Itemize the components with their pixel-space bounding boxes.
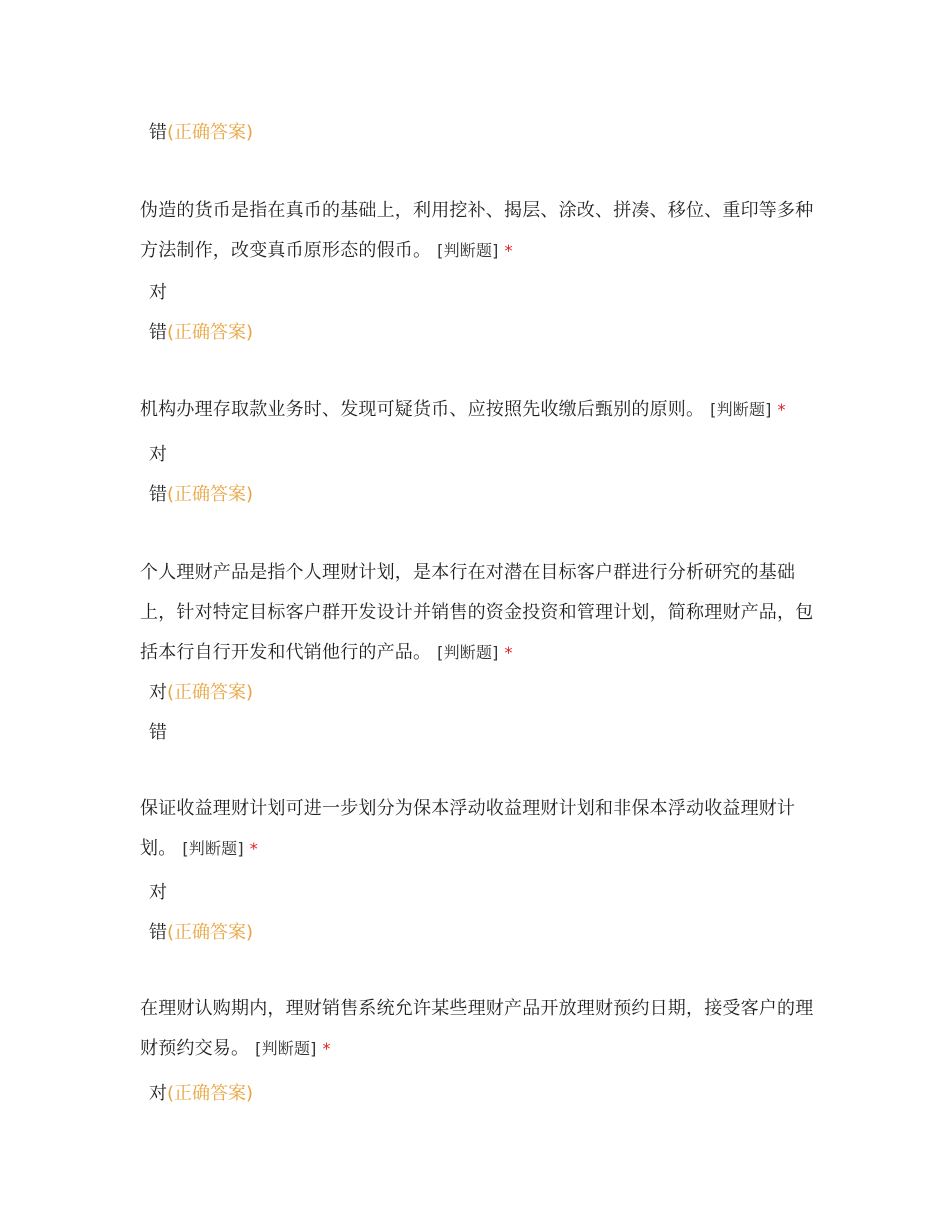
option-row[interactable] (149, 475, 253, 515)
question-text (140, 191, 820, 271)
correct-answer-marker: (正确答案) (167, 1083, 254, 1104)
option-row[interactable] (149, 713, 167, 753)
question-text (140, 553, 820, 673)
question-text (140, 989, 820, 1069)
question-stem: 伪造的货币是指在真币的基础上，利用挖补、揭层、涂改、拼凑、移位、重印等多种方法制作，改变真币原形态的假币。 (140, 200, 814, 261)
question-block-4 (140, 789, 820, 943)
option-label: 对 (149, 282, 167, 303)
option-label: 错 (149, 122, 167, 143)
question-type-tag: [判断题] (255, 1039, 317, 1058)
correct-answer-marker: (正确答案) (167, 322, 254, 343)
correct-answer-marker: (正确答案) (167, 484, 254, 505)
option-row[interactable] (149, 873, 167, 913)
required-star: * (504, 241, 513, 260)
question-type-tag: [判断题] (437, 241, 499, 260)
option-row[interactable] (149, 913, 253, 953)
question-block-5 (140, 989, 820, 1104)
question-block-3 (140, 553, 820, 743)
option-label: 错 (149, 922, 167, 943)
question-text (140, 789, 820, 869)
option-label: 对 (149, 444, 167, 465)
option-row[interactable] (149, 673, 253, 713)
question-stem: 机构办理存取款业务时、发现可疑货币、应按照先收缴后甄别的原则。 (140, 399, 705, 420)
question-text (140, 390, 820, 430)
required-star: * (777, 400, 786, 419)
question-stem: 保证收益理财计划可进一步划分为保本浮动收益理财计划和非保本浮动收益理财计划。 (140, 798, 796, 859)
option-label: 错 (149, 484, 167, 505)
question-stem: 在理财认购期内，理财销售系统允许某些理财产品开放理财预约日期，接受客户的理财预约交易。 (140, 998, 814, 1059)
correct-answer-marker: (正确答案) (167, 922, 254, 943)
question-type-tag: [判断题] (710, 400, 772, 419)
correct-answer-marker: (正确答案) (167, 682, 254, 703)
required-star: * (322, 1039, 331, 1058)
required-star: * (504, 643, 513, 662)
question-stem: 个人理财产品是指个人理财计划，是本行在对潜在目标客户群进行分析研究的基础上，针对特定目标客户群开发设计并销售的资金投资和管理计划，简称理财产品，包括本行自行开发和代销他行的产品。 (140, 562, 814, 663)
required-star: * (249, 839, 258, 858)
option-label: 对 (149, 682, 167, 703)
option-row[interactable] (149, 313, 253, 353)
option-row[interactable] (149, 1074, 253, 1114)
option-row[interactable] (149, 435, 167, 475)
option-row[interactable] (149, 273, 167, 313)
question-type-tag: [判断题] (182, 839, 244, 858)
option-label: 对 (149, 882, 167, 903)
question-block-1 (140, 191, 820, 343)
option-row[interactable] (149, 113, 253, 153)
option-label: 错 (149, 722, 167, 743)
option-label: 错 (149, 322, 167, 343)
option-label: 对 (149, 1083, 167, 1104)
question-block-2 (140, 390, 820, 505)
correct-answer-marker: (正确答案) (167, 122, 254, 143)
question-type-tag: [判断题] (437, 643, 499, 662)
